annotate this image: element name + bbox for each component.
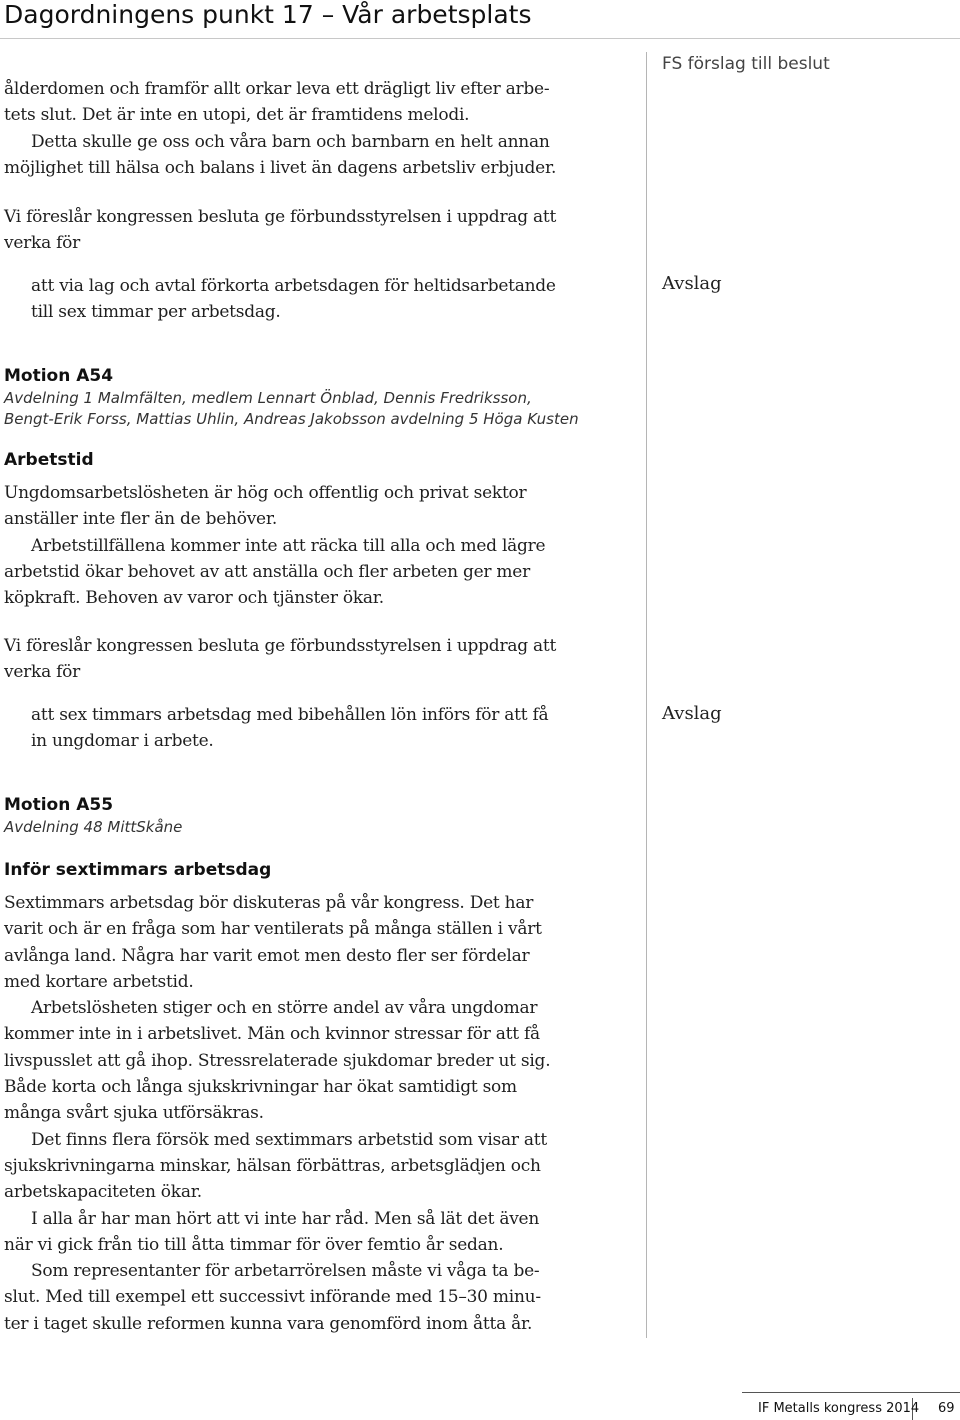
- text-line: Arbetslösheten stiger och en större andel av våra ungdomar: [31, 998, 538, 1019]
- footer-divider: [742, 1392, 960, 1393]
- text-line: verka för: [4, 233, 81, 254]
- footer-publication: IF Metalls kongress 2014: [758, 1401, 920, 1416]
- motion-a54-authors: [4, 388, 579, 430]
- text-line: verka för: [4, 662, 81, 683]
- motion-a54-title: Motion A54: [4, 366, 114, 386]
- text-line: ålderdomen och framför allt orkar leva ett drägligt liv efter arbe-: [4, 79, 550, 99]
- column-divider: [646, 52, 647, 1338]
- motion-a54-body: [4, 480, 634, 611]
- text-line: möjlighet till hälsa och balans i livet än dagens arbetsliv erbjuder.: [4, 157, 557, 178]
- text-line: sjukskrivningarna minskar, hälsan förbättras, arbetsglädjen och: [4, 1155, 541, 1176]
- author-line: Avdelning 1 Malmfälten, medlem Lennart Önblad, Dennis Fredriksson,: [4, 389, 532, 407]
- text-line: tets slut. Det är inte en utopi, det är framtidens melodi.: [4, 105, 470, 126]
- text-line: kommer inte in i arbetslivet. Män och kvinnor stressar för att få: [4, 1024, 540, 1045]
- text-line: när vi gick från tio till åtta timmar för över femtio år sedan.: [4, 1234, 504, 1255]
- motion-a54-att-clause: [31, 702, 548, 755]
- author-line: Avdelning 48 MittSkåne: [4, 818, 183, 836]
- motion-a54-decision: Avslag: [662, 703, 722, 724]
- text-line: till sex timmar per arbetsdag.: [31, 302, 281, 323]
- motion-a54-proposal: [4, 633, 634, 686]
- intro-decision: Avslag: [662, 273, 722, 294]
- text-line: många svårt sjuka utförsäkras.: [4, 1103, 264, 1124]
- intro-proposal: [4, 204, 634, 257]
- text-line: Vi föreslår kongressen besluta ge förbundsstyrelsen i uppdrag att: [4, 636, 557, 656]
- intro-paragraph: [4, 76, 634, 181]
- text-line: Arbetstillfällena kommer inte att räcka till alla och med lägre: [31, 535, 546, 556]
- author-line: Bengt-Erik Forss, Mattias Uhlin, Andreas Jakobsson avdelning 5 Höga Kusten: [4, 410, 579, 428]
- text-line: slut. Med till exempel ett successivt införande med 15–30 minu-: [4, 1287, 541, 1308]
- intro-att-clause: [31, 273, 556, 326]
- text-line: att sex timmars arbetsdag med bibehållen lön införs för att få: [31, 705, 549, 725]
- text-line: arbetstid ökar behovet av att anställa och fler arbeten ger mer: [4, 561, 530, 582]
- text-line: Sextimmars arbetsdag bör diskuteras på vår kongress. Det har: [4, 893, 534, 913]
- motion-a54-subheading: Arbetstid: [4, 450, 94, 470]
- text-line: in ungdomar i arbete.: [31, 731, 214, 752]
- motion-a55-subheading: Inför sextimmars arbetsdag: [4, 860, 272, 880]
- page-title: Dagordningens punkt 17 – Vår arbetsplats: [4, 0, 532, 29]
- text-line: I alla år har man hört att vi inte har råd. Men så lät det även: [31, 1208, 540, 1229]
- motion-a55-body: [4, 890, 634, 1337]
- header-divider: [0, 38, 960, 39]
- text-line: Det finns flera försök med sextimmars arbetstid som visar att: [31, 1129, 547, 1150]
- text-line: livspusslet att gå ihop. Stressrelaterade sjukdomar breder ut sig.: [4, 1050, 551, 1071]
- text-line: varit och är en fråga som har ventilerats på många ställen i vårt: [4, 919, 542, 940]
- motion-a55-authors: [4, 817, 182, 838]
- text-line: med kortare arbetstid.: [4, 971, 194, 992]
- text-line: ter i taget skulle reformen kunna vara genomförd inom åtta år.: [4, 1313, 533, 1334]
- text-line: avlånga land. Några har varit emot men desto fler ser fördelar: [4, 945, 530, 966]
- text-line: arbetskapaciteten ökar.: [4, 1182, 202, 1203]
- text-line: anställer inte fler än de behöver.: [4, 509, 278, 530]
- text-line: Detta skulle ge oss och våra barn och barnbarn en helt annan: [31, 131, 550, 152]
- fs-decision-column-heading: FS förslag till beslut: [662, 54, 830, 74]
- text-line: köpkraft. Behoven av varor och tjänster ökar.: [4, 588, 384, 609]
- text-line: Vi föreslår kongressen besluta ge förbundsstyrelsen i uppdrag att: [4, 207, 557, 227]
- text-line: att via lag och avtal förkorta arbetsdagen för heltidsarbetande: [31, 276, 556, 296]
- text-line: Som representanter för arbetarrörelsen måste vi våga ta be-: [31, 1261, 540, 1282]
- text-line: Ungdomsarbetslösheten är hög och offentlig och privat sektor: [4, 483, 527, 503]
- motion-a55-title: Motion A55: [4, 795, 114, 815]
- text-line: Både korta och långa sjukskrivningar har ökat samtidigt som: [4, 1077, 517, 1098]
- page-number: 69: [938, 1401, 955, 1416]
